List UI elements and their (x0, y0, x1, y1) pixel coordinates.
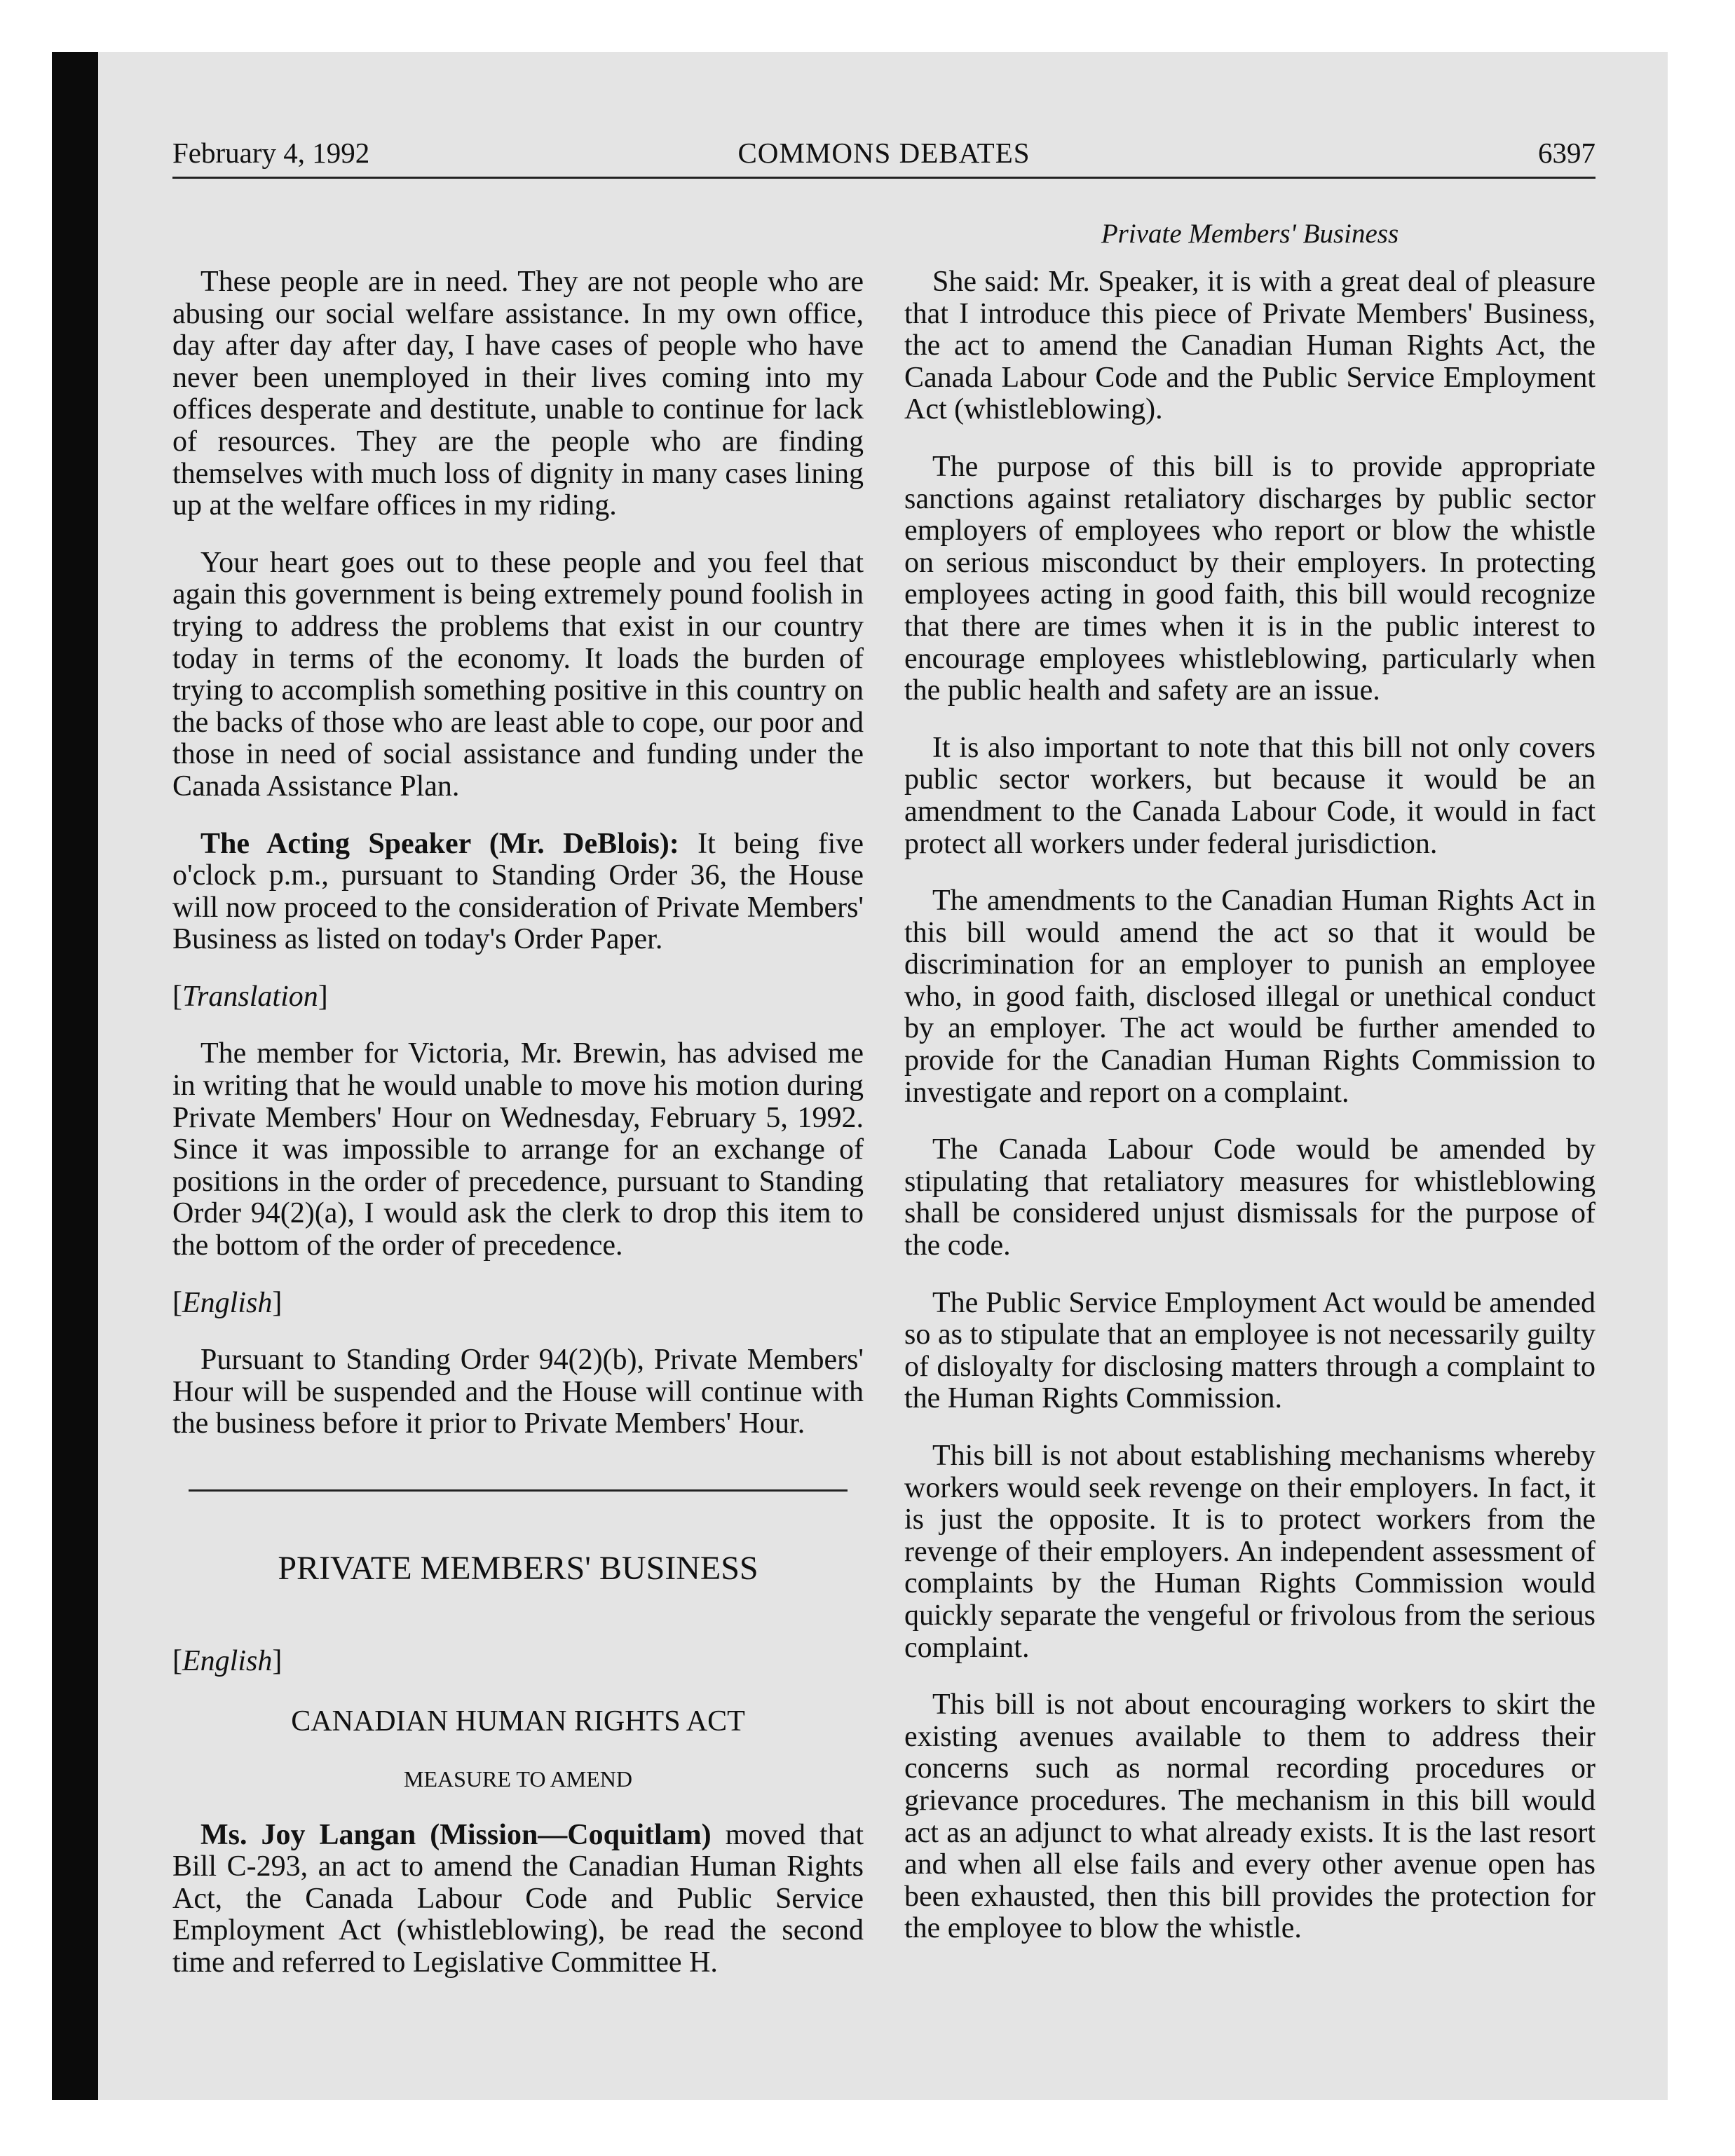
language-tag-text: Translation (182, 980, 318, 1013)
header-publication: COMMONS DEBATES (737, 137, 1030, 169)
paragraph: This bill is not about encouraging workers to skirt the existing avenues available to them to address their concerns such as normal recording procedures or grievance procedures. The mechanism in this bill would act as an adjunct to what already exists. It is the last resort and when all else fails and every other avenue open has been exhausted, then this bill provides the protection for the employee to blow the whistle. (904, 1688, 1595, 1945)
language-tag: [Translation] (172, 980, 328, 1013)
paragraph: She said: Mr. Speaker, it is with a great deal of pleasure that I introduce this piece of Private Members' Business, the act to amend the Canadian Human Rights Act, the Canada Labour Code and the Public Service Employment Act (whistleblowing). (904, 266, 1595, 426)
paragraph: These people are in need. They are not people who are abusing our social welfare assistance. In my own office, day after day after day, I have cases of people who have never been unemployed in their lives coming into my offices desperate and destitute, unable to continue for lack of resources. They are the people who are finding themselves with much loss of dignity in many cases lining up at the welfare offices in my riding. (172, 266, 864, 522)
header-date: February 4, 1992 (172, 137, 370, 169)
bill-title: CANADIAN HUMAN RIGHTS ACT (291, 1705, 745, 1738)
bill-subtitle: MEASURE TO AMEND (404, 1766, 632, 1792)
language-tag: [English] (172, 1645, 283, 1677)
right-column (904, 266, 1595, 1970)
paragraph: It is also important to note that this bill not only covers public sector workers, but because it would be an amendment to the Canada Labour Code, it would in fact protect all workers under federal jurisdiction. (904, 731, 1595, 860)
paragraph (172, 828, 864, 956)
paragraph: This bill is not about establishing mechanisms whereby workers would seek revenge on their employers. In fact, it is just the opposite. It is to protect workers from the revenge of their employers. An independent assessment of complaints by the Human Rights Commission would quickly separate the vengeful or frivolous from the serious complaint. (904, 1440, 1595, 1664)
language-tag-text: English (182, 1645, 273, 1677)
binding-shadow (52, 52, 98, 2100)
paragraph: Pursuant to Standing Order 94(2)(b), Private Members' Hour will be suspended and the House will continue with the business before it prior to Private Members' Hour. (172, 1344, 864, 1440)
paragraph: The purpose of this bill is to provide appropriate sanctions against retaliatory discharges by public sector employers of employees who report or blow the whistle on serious misconduct by their employers. In protecting employees acting in good faith, this bill would recognize that there are times when it is in the public interest to encourage employees whistleblowing, particularly when the public health and safety are an issue. (904, 450, 1595, 707)
speaker-name: The Acting Speaker (Mr. DeBlois): (200, 827, 679, 860)
paragraph: The amendments to the Canadian Human Rights Act in this bill would amend the act so that it would be discrimination for an employer to punish an employee who, in good faith, disclosed illegal or unethical conduct by an employer. The act would be further amended to provide for the Canadian Human Rights Commission to investigate and report on a complaint. (904, 885, 1595, 1109)
paragraph: The member for Victoria, Mr. Brewin, has advised me in writing that he would unable to move his motion during Private Members' Hour on Wednesday, February 5, 1992. Since it was impossible to arrange for an exchange of positions in the order of precedence, pursuant to Standing Order 94(2)(a), I would ask the clerk to drop this item to the bottom of the order of precedence. (172, 1037, 864, 1262)
language-tag: [English] (172, 1286, 283, 1319)
speech-text: moved that Bill C-293, an act to amend the Canadian Human Rights Act, the Canada Labour Code and Public Service Employment Act (whistleblowing), be read the second time and referred to Legislative Committee H. (172, 1818, 864, 1979)
paragraph (172, 1820, 864, 1979)
paragraph: Your heart goes out to these people and you feel that again this government is being extremely pound foolish in trying to address the problems that exist in our country today in terms of the economy. It loads the burden of trying to accomplish something positive in this country on the backs of those who are least able to cope, our poor and those in need of social assistance and funding under the Canada Assistance Plan. (172, 546, 864, 803)
page-header (172, 132, 1595, 174)
left-column (172, 266, 864, 2005)
section-title: PRIVATE MEMBERS' BUSINESS (278, 1550, 758, 1587)
running-head: Private Members' Business (1101, 219, 1399, 249)
language-tag-text: English (182, 1286, 273, 1319)
paragraph: The Public Service Employment Act would be amended so as to stipulate that an employee is not necessarily guilty of disloyalty for disclosing matters through a complaint to the Human Rights Commission. (904, 1286, 1595, 1415)
header-page-number: 6397 (1538, 137, 1595, 169)
speech-text: It being five o'clock p.m., pursuant to Standing Order 36, the House will now proceed to the consideration of Private Members' Business as listed on today's Order Paper. (172, 827, 864, 956)
header-rule (172, 177, 1595, 179)
speaker-name: Ms. Joy Langan (Mission—Coquitlam) (200, 1818, 712, 1851)
paragraph: The Canada Labour Code would be amended by stipulating that retaliatory measures for whistleblowing shall be considered unjust dismissals for the purpose of the code. (904, 1133, 1595, 1262)
section-rule (189, 1489, 848, 1492)
